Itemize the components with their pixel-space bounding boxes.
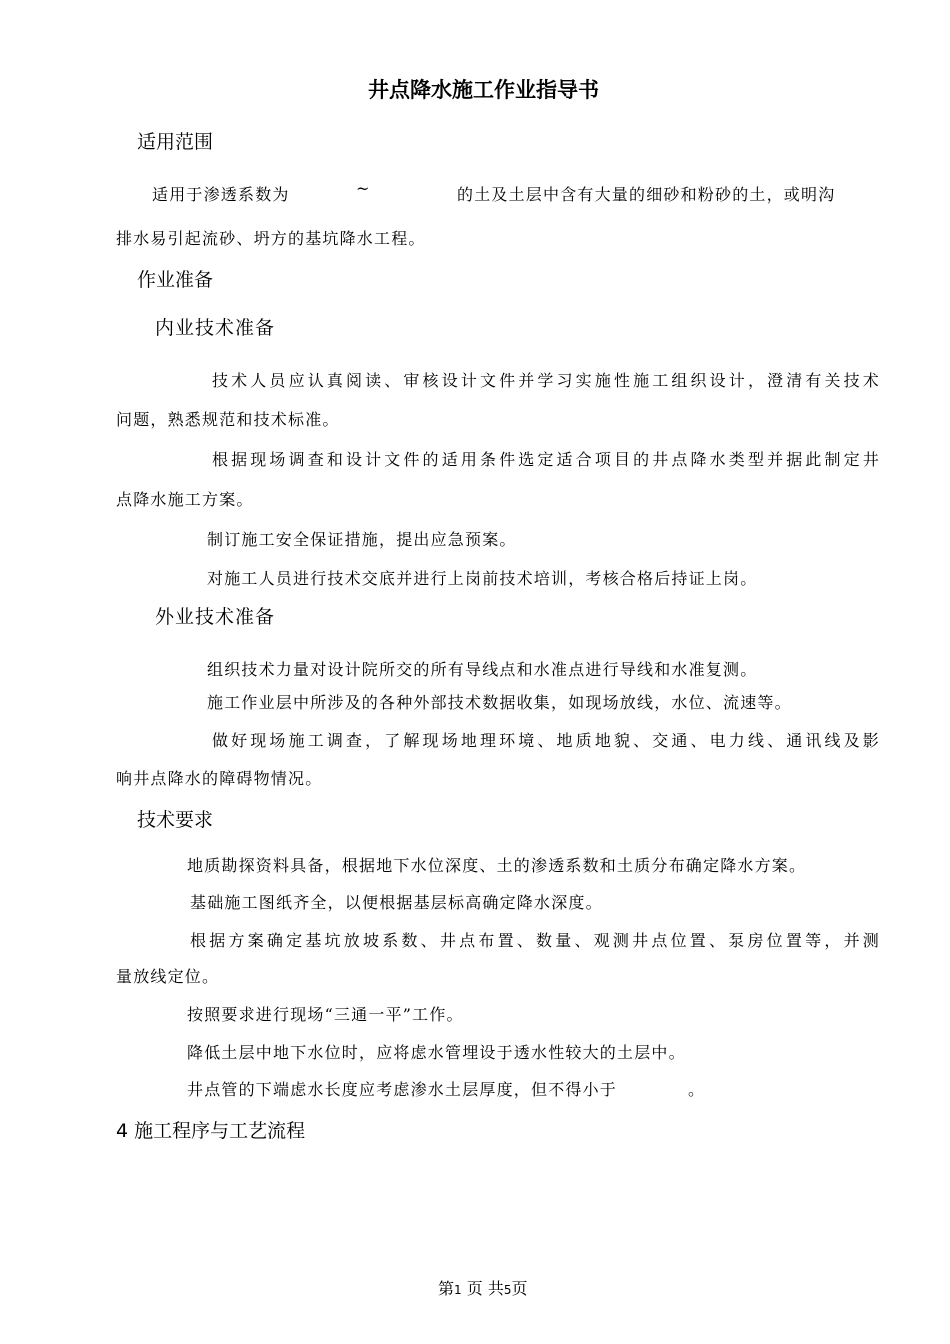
internal-prep-para1-line1: 技术人员应认真阅读、审核设计文件并学习实施性施工组织设计，澄清有关技术 <box>212 371 880 390</box>
tech-req-para6: 井点管的下端虑水长度应考虑渗水土层厚度，但不得小于 <box>187 1080 618 1099</box>
footer-total-pages: 5 <box>503 1283 512 1297</box>
external-prep-para1: 组织技术力量对设计院所交的所有导线点和水准点进行导线和水准复测。 <box>207 660 758 679</box>
tech-req-para3-line1: 根据方案确定基坑放坡系数、井点布置、数量、观测井点位置、泵房位置等，并测 <box>190 931 880 950</box>
scope-text-line2: 排水易引起流砂、坍方的基坑降水工程。 <box>116 229 426 248</box>
subheading-internal-prep: 内业技术准备 <box>155 317 276 339</box>
section-heading-scope: 适用范围 <box>137 131 214 153</box>
internal-prep-para4: 对施工人员进行技术交底并进行上岗前技术培训，考核合格后持证上岗。 <box>207 569 758 588</box>
footer-page-number: 1 <box>454 1283 462 1297</box>
external-prep-para2: 施工作业层中所涉及的各种外部技术数据收集，如现场放线，水位、流速等。 <box>207 693 792 712</box>
internal-prep-para1-line2: 问题，熟悉规范和技术标准。 <box>116 410 340 429</box>
tech-req-para2: 基础施工图纸齐全，以便根据基层标高确定降水深度。 <box>190 893 603 912</box>
section-heading-preparation: 作业准备 <box>137 269 214 291</box>
tech-req-para3-line2: 量放线定位。 <box>116 967 220 986</box>
internal-prep-para2-line1: 根据现场调查和设计文件的适用条件选定适合项目的井点降水类型并据此制定井 <box>212 450 880 469</box>
internal-prep-para2-line2: 点降水施工方案。 <box>116 490 254 509</box>
internal-prep-para3: 制订施工安全保证措施，提出应急预案。 <box>207 530 517 549</box>
footer-prefix: 第 <box>438 1279 455 1298</box>
footer-mid: 页 共 <box>466 1279 504 1298</box>
section-heading-procedure: 4 施工程序与工艺流程 <box>116 1120 306 1142</box>
scope-tilde: ~ <box>356 179 371 198</box>
tech-req-para6-end: 。 <box>688 1080 706 1099</box>
external-prep-para3-line1: 做好现场施工调查，了解现场地理环境、地质地貌、交通、电力线、通讯线及影 <box>212 731 880 750</box>
section-heading-tech-requirements: 技术要求 <box>137 809 214 831</box>
footer-suffix: 页 <box>511 1279 528 1298</box>
document-title: 井点降水施工作业指导书 <box>368 78 599 102</box>
page-footer <box>438 1276 528 1299</box>
external-prep-para3-line2: 响井点降水的障碍物情况。 <box>116 769 323 788</box>
subheading-external-prep: 外业技术准备 <box>155 606 276 628</box>
scope-text-part2: 的土及土层中含有大量的细砂和粉砂的土，或明沟 <box>457 185 836 204</box>
tech-req-para5: 降低土层中地下水位时，应将虑水管埋设于透水性较大的土层中。 <box>187 1043 686 1062</box>
tech-req-para4: 按照要求进行现场“三通一平”工作。 <box>187 1005 464 1024</box>
scope-text-part1: 适用于渗透系数为 <box>152 185 290 204</box>
tech-req-para1: 地质勘探资料具备，根据地下水位深度、土的渗透系数和土质分布确定降水方案。 <box>187 856 807 875</box>
